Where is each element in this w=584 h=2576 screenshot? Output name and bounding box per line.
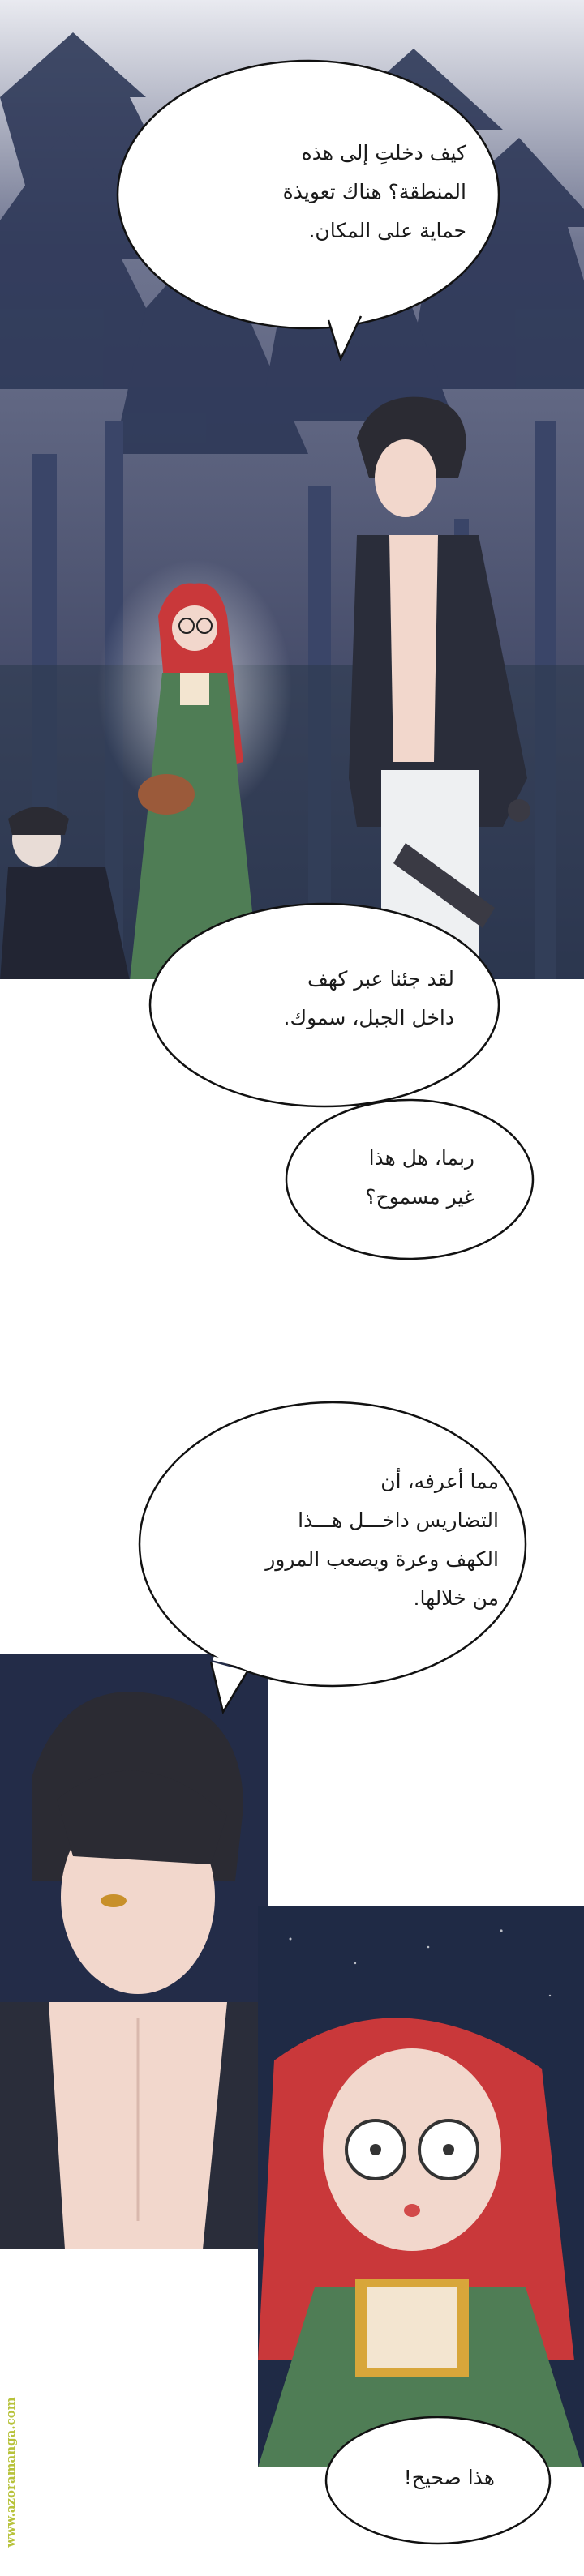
speech-bubble-3 xyxy=(280,1094,535,1264)
site-watermark-text: www.azoramanga.com xyxy=(3,2397,18,2548)
speech-bubble-4 xyxy=(134,1394,531,1718)
speech-bubble-3-text: ربما، هل هذا غير مسموح؟ xyxy=(365,1146,474,1209)
speech-bubble-1 xyxy=(110,53,507,361)
speech-bubble-2 xyxy=(146,900,503,1119)
speech-bubble-5 xyxy=(320,2403,556,2549)
speech-bubble-4-text: مما أعرفه، أن التضاريس داخـــل هـــذا الكهف وعرة ويصعب المرور من خلالها. xyxy=(265,1470,499,1610)
girl-closeup-art xyxy=(258,1906,584,2467)
speech-bubble-1-text: كيف دخلتِ إلى هذه المنطقة؟ هناك تعويذة حماية على المكان. xyxy=(282,141,466,242)
panel-man-closeup xyxy=(0,1654,268,2249)
speech-bubble-2-text: لقد جئنا عبر كهف داخل الجبل، سموك. xyxy=(283,967,454,1029)
panel-girl-closeup xyxy=(258,1906,584,2467)
man-closeup-art xyxy=(0,1654,268,2249)
site-watermark xyxy=(2,2375,19,2570)
speech-bubble-5-text: هذا صحيح! xyxy=(403,2466,495,2489)
